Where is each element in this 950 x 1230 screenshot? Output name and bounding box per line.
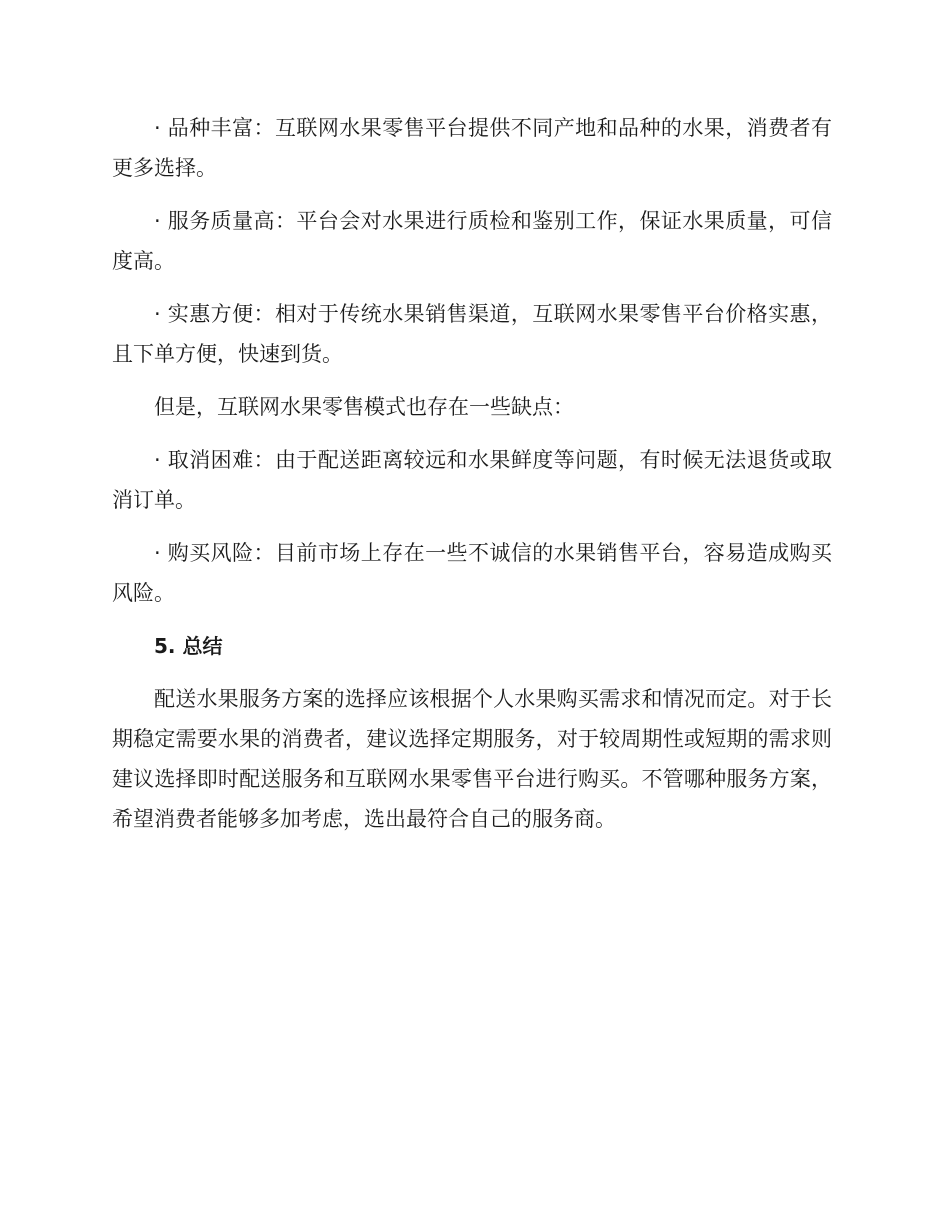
document-body [112, 108, 832, 852]
paragraph-conclusion: 配送水果服务方案的选择应该根据个人水果购买需求和情况而定。对于长期稳定需要水果的消费者，建议选择定期服务，对于较周期性或短期的需求则建议选择即时配送服务和互联网水果零售平台进行购买。不管哪种服务方案，希望消费者能够多加考虑，选出最符合自己的服务商。 [112, 687, 832, 831]
paragraph-affordable: · 实惠方便：相对于传统水果销售渠道，互联网水果零售平台价格实惠，且下单方便，快速到货。 [112, 302, 832, 366]
section-heading-summary: 5. 总结 [154, 634, 223, 658]
paragraph-purchase-risk: · 购买风险：目前市场上存在一些不诚信的水果销售平台，容易造成购买风险。 [112, 541, 832, 605]
paragraph-cancellation: · 取消困难：由于配送距离较远和水果鲜度等问题，有时候无法退货或取消订单。 [112, 448, 832, 512]
paragraph-service-quality: · 服务质量高：平台会对水果进行质检和鉴别工作，保证水果质量，可信度高。 [112, 209, 832, 273]
paragraph-drawbacks-intro: 但是，互联网水果零售模式也存在一些缺点： [154, 395, 574, 419]
paragraph-variety: · 品种丰富：互联网水果零售平台提供不同产地和品种的水果，消费者有更多选择。 [112, 116, 832, 180]
